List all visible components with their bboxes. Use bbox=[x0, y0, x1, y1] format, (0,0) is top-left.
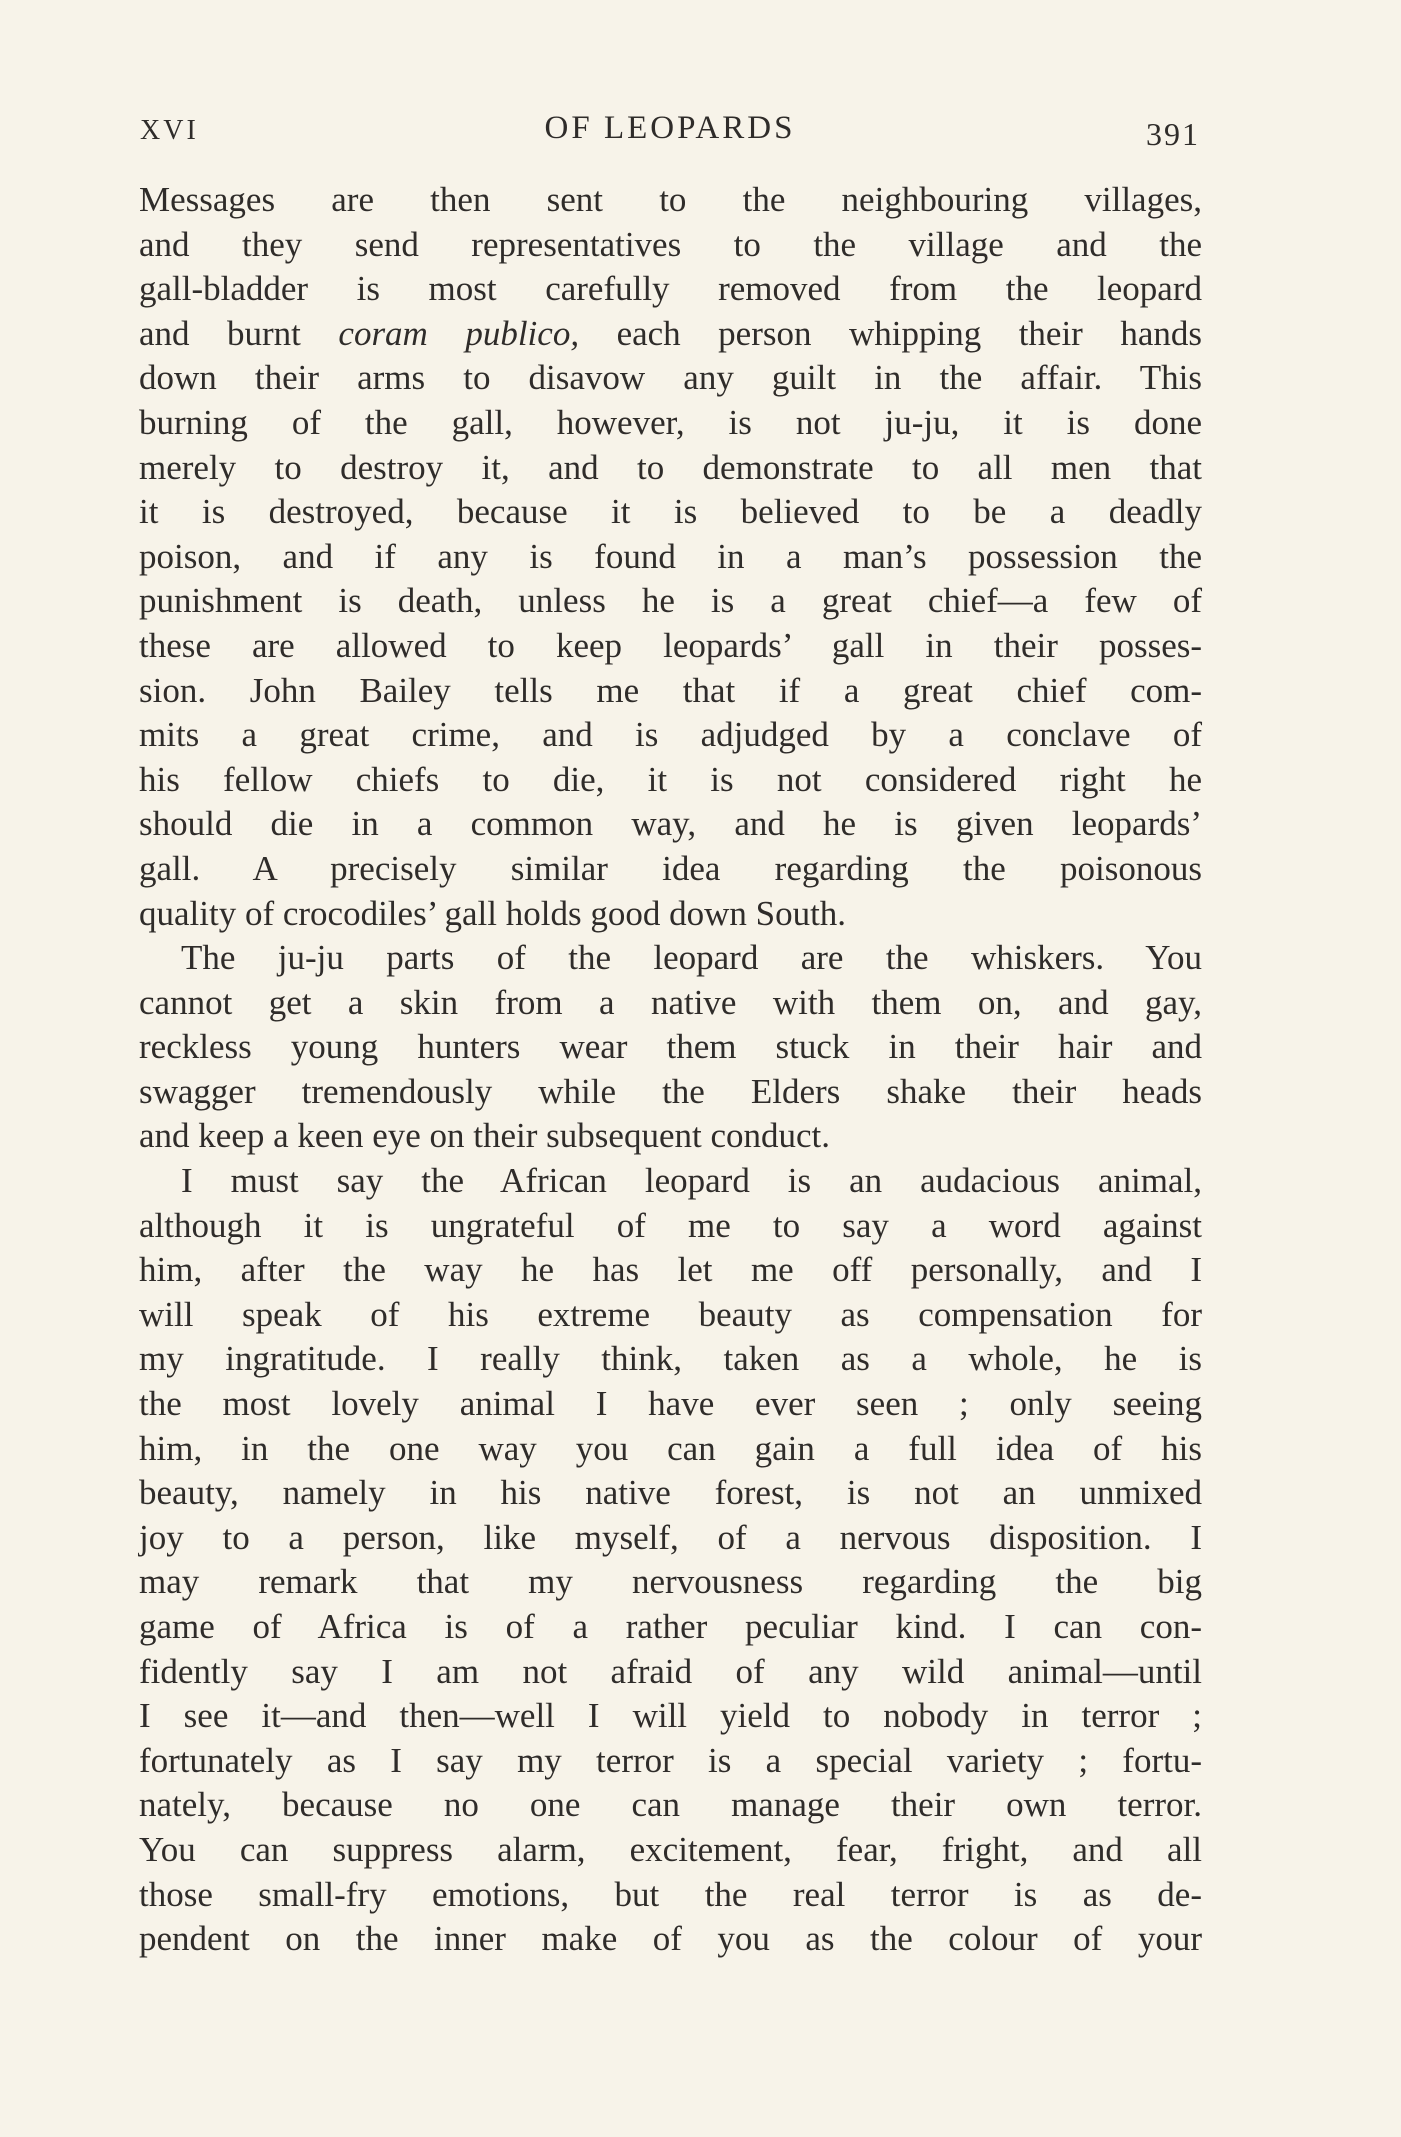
text-line: swagger tremendously while the Elders shake their heads bbox=[139, 1071, 1202, 1111]
text-line: game of Africa is of a rather peculiar kind. I can con- bbox=[139, 1607, 1202, 1646]
text-segment: each person whipping their hands bbox=[579, 313, 1202, 353]
page-number: 391 bbox=[1146, 116, 1200, 152]
text-line: gall. A precisely similar idea regarding the poisonous bbox=[139, 848, 1202, 888]
text-line: You can suppress alarm, excitement, fear, fright, and all bbox=[139, 1829, 1202, 1869]
text-line: reckless young hunters wear them stuck in their hair and bbox=[139, 1027, 1202, 1067]
text-line: fidently say I am not afraid of any wild animal—until bbox=[139, 1651, 1202, 1691]
text-line: the most lovely animal I have ever seen ; only seeing bbox=[139, 1384, 1202, 1424]
text-line: him, in the one way you can gain a full idea of his bbox=[139, 1428, 1202, 1468]
text-line: it is destroyed, because it is believed to be a deadly bbox=[139, 492, 1202, 532]
text-line: my ingratitude. I really think, taken as a whole, he is bbox=[139, 1339, 1202, 1379]
text-line: beauty, namely in his native forest, is not an unmixed bbox=[139, 1473, 1202, 1513]
running-header bbox=[140, 110, 1200, 160]
text-line: poison, and if any is found in a man’s possession the bbox=[139, 536, 1202, 576]
text-line: The ju-ju parts of the leopard are the whiskers. You bbox=[181, 938, 1202, 978]
text-line: sion. John Bailey tells me that if a great chief com- bbox=[139, 670, 1202, 710]
text-line: Messages are then sent to the neighbouring villages, bbox=[139, 180, 1202, 219]
text-line: down their arms to disavow any guilt in the affair. This bbox=[139, 358, 1202, 398]
text-segment: and burnt bbox=[139, 313, 339, 353]
text-line: burning of the gall, however, is not ju-ju, it is done bbox=[139, 402, 1202, 442]
text-line: I see it—and then—well I will yield to nobody in terror ; bbox=[139, 1696, 1202, 1736]
text-line: and keep a keen eye on their subsequent conduct. bbox=[139, 1116, 830, 1156]
text-line: should die in a common way, and he is given leopards’ bbox=[139, 804, 1202, 844]
italic-phrase: coram publico, bbox=[338, 313, 580, 353]
text-line: fortunately as I say my terror is a special variety ; fortu- bbox=[139, 1740, 1202, 1780]
text-line: his fellow chiefs to die, it is not considered right he bbox=[139, 759, 1202, 799]
text-line: merely to destroy it, and to demonstrate to all men that bbox=[139, 447, 1202, 487]
text-line: mits a great crime, and is adjudged by a conclave of bbox=[139, 715, 1202, 755]
text-line: joy to a person, like myself, of a nervous disposition. I bbox=[139, 1517, 1202, 1557]
text-line: pendent on the inner make of you as the colour of your bbox=[139, 1919, 1202, 1959]
text-line: punishment is death, unless he is a great chief—a few of bbox=[139, 581, 1202, 621]
text-line: will speak of his extreme beauty as compensation for bbox=[139, 1294, 1202, 1334]
text-line: him, after the way he has let me off personally, and I bbox=[139, 1250, 1202, 1290]
text-line: those small-fry emotions, but the real terror is as de- bbox=[139, 1874, 1202, 1914]
chapter-number: XVI bbox=[140, 115, 199, 146]
text-line: nately, because no one can manage their own terror. bbox=[139, 1785, 1202, 1825]
text-line: cannot get a skin from a native with them on, and gay, bbox=[139, 982, 1202, 1022]
text-line: I must say the African leopard is an audacious animal, bbox=[181, 1161, 1202, 1201]
text-line: and they send representatives to the village and the bbox=[139, 224, 1202, 264]
text-line: these are allowed to keep leopards’ gall in their posses- bbox=[139, 625, 1202, 665]
text-line: may remark that my nervousness regarding the big bbox=[139, 1562, 1202, 1602]
text-line: although it is ungrateful of me to say a word against bbox=[139, 1205, 1202, 1245]
text-line: gall-bladder is most carefully removed from the leopard bbox=[139, 269, 1202, 309]
text-line: quality of crocodiles’ gall holds good down South. bbox=[139, 893, 847, 933]
running-title: OF LEOPARDS bbox=[544, 110, 796, 146]
text-line bbox=[139, 312, 1202, 357]
body-text bbox=[139, 178, 1202, 1962]
